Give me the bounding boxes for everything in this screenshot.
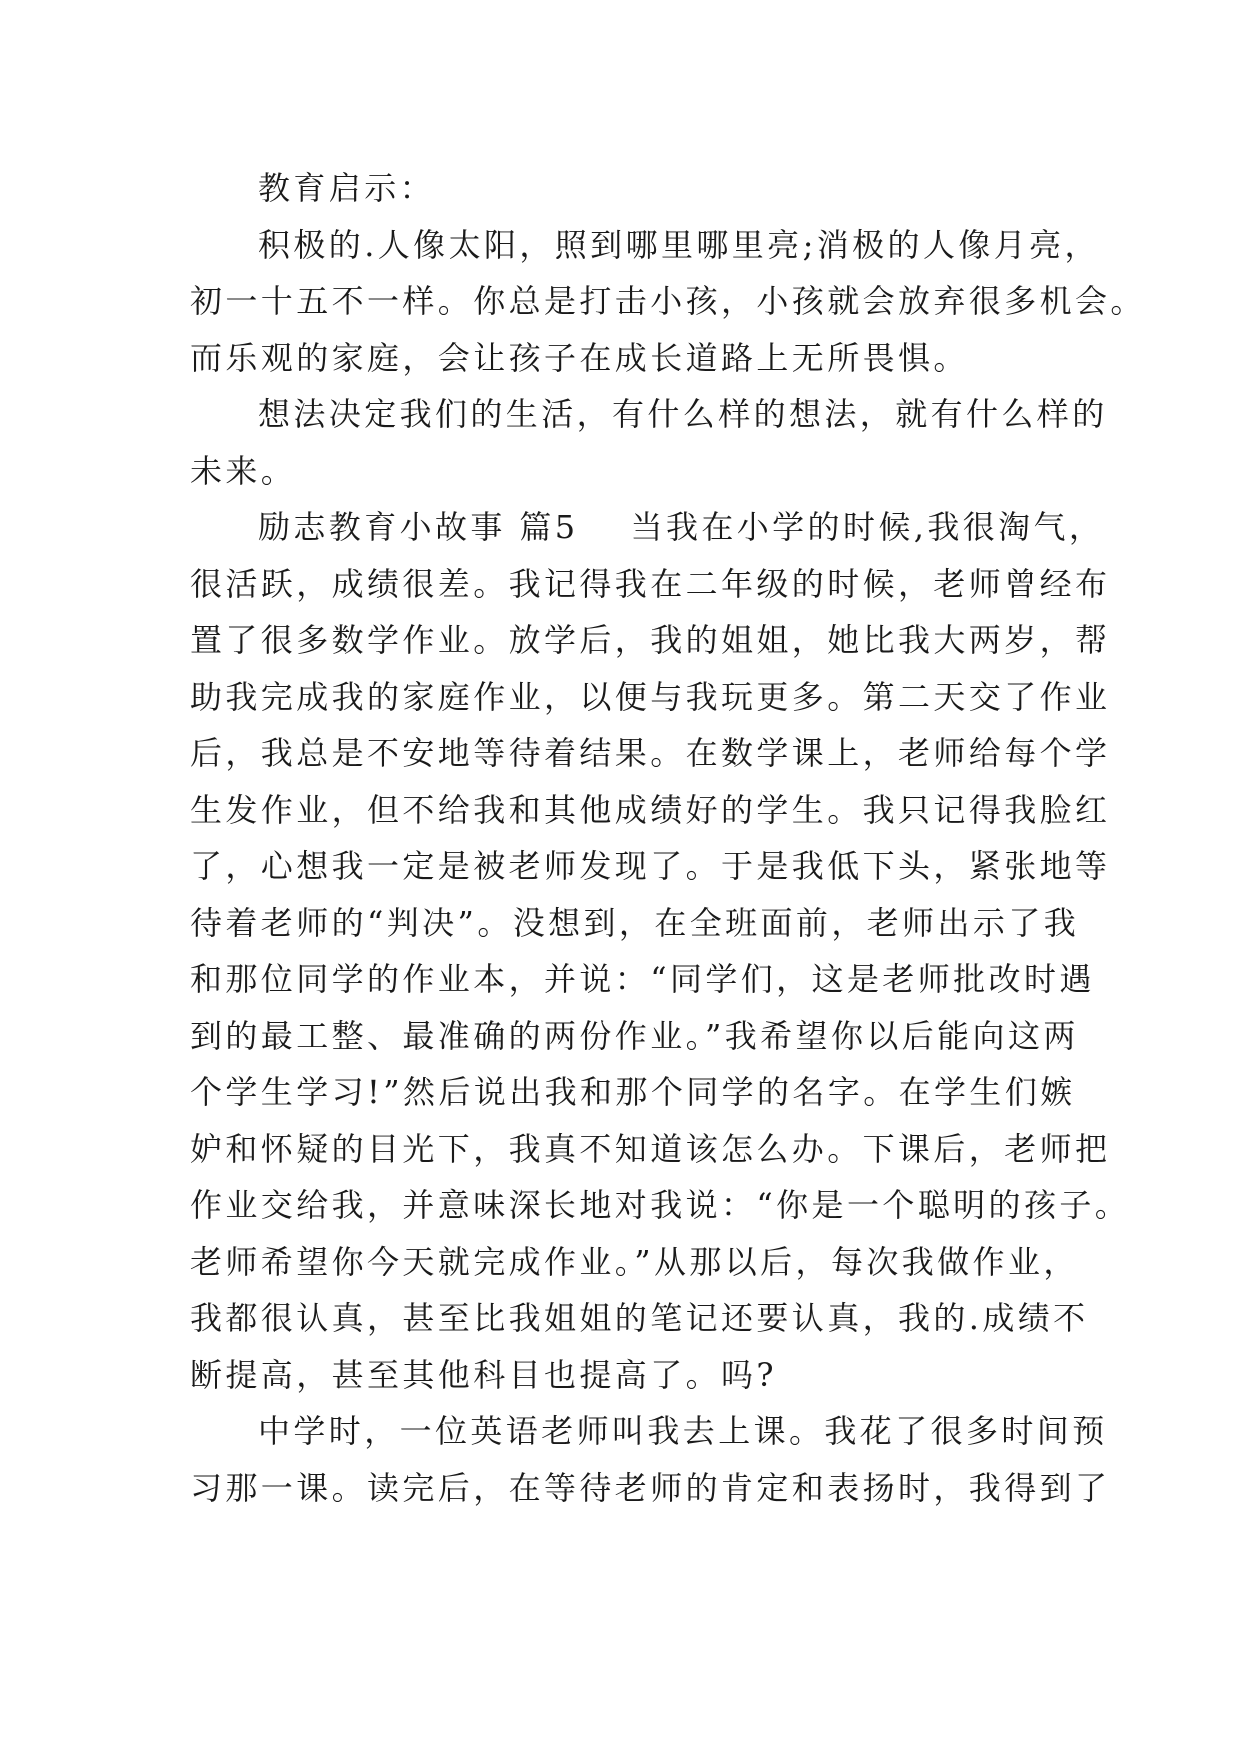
text-line: 作业交给我，并意味深长地对我说：“你是一个聪明的孩子。 — [190, 1186, 1131, 1224]
text-line: 到的最工整、最准确的两份作业。”我希望你以后能向这两 — [190, 1016, 1079, 1055]
story-title: 励志教育小故事 篇5 — [258, 508, 579, 546]
text-line: 未来。 — [190, 451, 297, 490]
story-first-line: 当我在小学的时候,我很淘气， — [630, 508, 1105, 546]
text-line: 初一十五不一样。你总是打击小孩，小孩就会放弃很多机会。 — [190, 282, 1146, 320]
text-line: 待着老师的“判决”。没想到，在全班面前，老师出示了我 — [190, 903, 1080, 942]
text-line: 个学生学习!”然后说出我和那个同学的名字。在学生们嫉 — [190, 1073, 1076, 1111]
text-line: 而乐观的家庭，会让孩子在成长道路上无所畏惧。 — [190, 338, 969, 377]
text-line: 习那一课。读完后，在等待老师的肯定和表扬时，我得到了 — [190, 1468, 1111, 1507]
text-line: 了，心想我一定是被老师发现了。于是我低下头，紧张地等 — [190, 847, 1111, 885]
text-line: 和那位同学的作业本，并说：“同学们，这是老师批改时遇 — [190, 960, 1095, 998]
text-line: 很活跃，成绩很差。我记得我在二年级的时候，老师曾经布 — [190, 564, 1111, 603]
text-line: 我都很认真，甚至比我姐姐的笔记还要认真，我的.成绩不 — [190, 1299, 1089, 1337]
text-line: 积极的.人像太阳，照到哪里哪里亮;消极的人像月亮， — [258, 225, 1100, 264]
text-line: 妒和怀疑的目光下，我真不知道该怎么办。下课后，老师把 — [190, 1129, 1111, 1168]
body-text — [190, 160, 1146, 1516]
text-line: 中学时，一位英语老师叫我去上课。我花了很多时间预 — [258, 1412, 1108, 1450]
text-line — [190, 499, 1105, 556]
text-line: 生发作业，但不给我和其他成绩好的学生。我只记得我脸红 — [190, 790, 1111, 829]
text-line: 置了很多数学作业。放学后，我的姐姐，她比我大两岁，帮 — [190, 621, 1111, 659]
text-line: 老师希望你今天就完成作业。”从那以后，每次我做作业， — [190, 1242, 1079, 1281]
text-line: 断提高，甚至其他科目也提高了。吗? — [190, 1355, 777, 1394]
paragraph-heading: 教育启示： — [258, 169, 436, 207]
text-line: 想法决定我们的生活，有什么样的想法，就有什么样的 — [258, 395, 1108, 433]
text-line: 助我完成我的家庭作业，以便与我玩更多。第二天交了作业 — [190, 677, 1111, 716]
text-line: 后，我总是不安地等待着结果。在数学课上，老师给每个学 — [190, 734, 1111, 772]
